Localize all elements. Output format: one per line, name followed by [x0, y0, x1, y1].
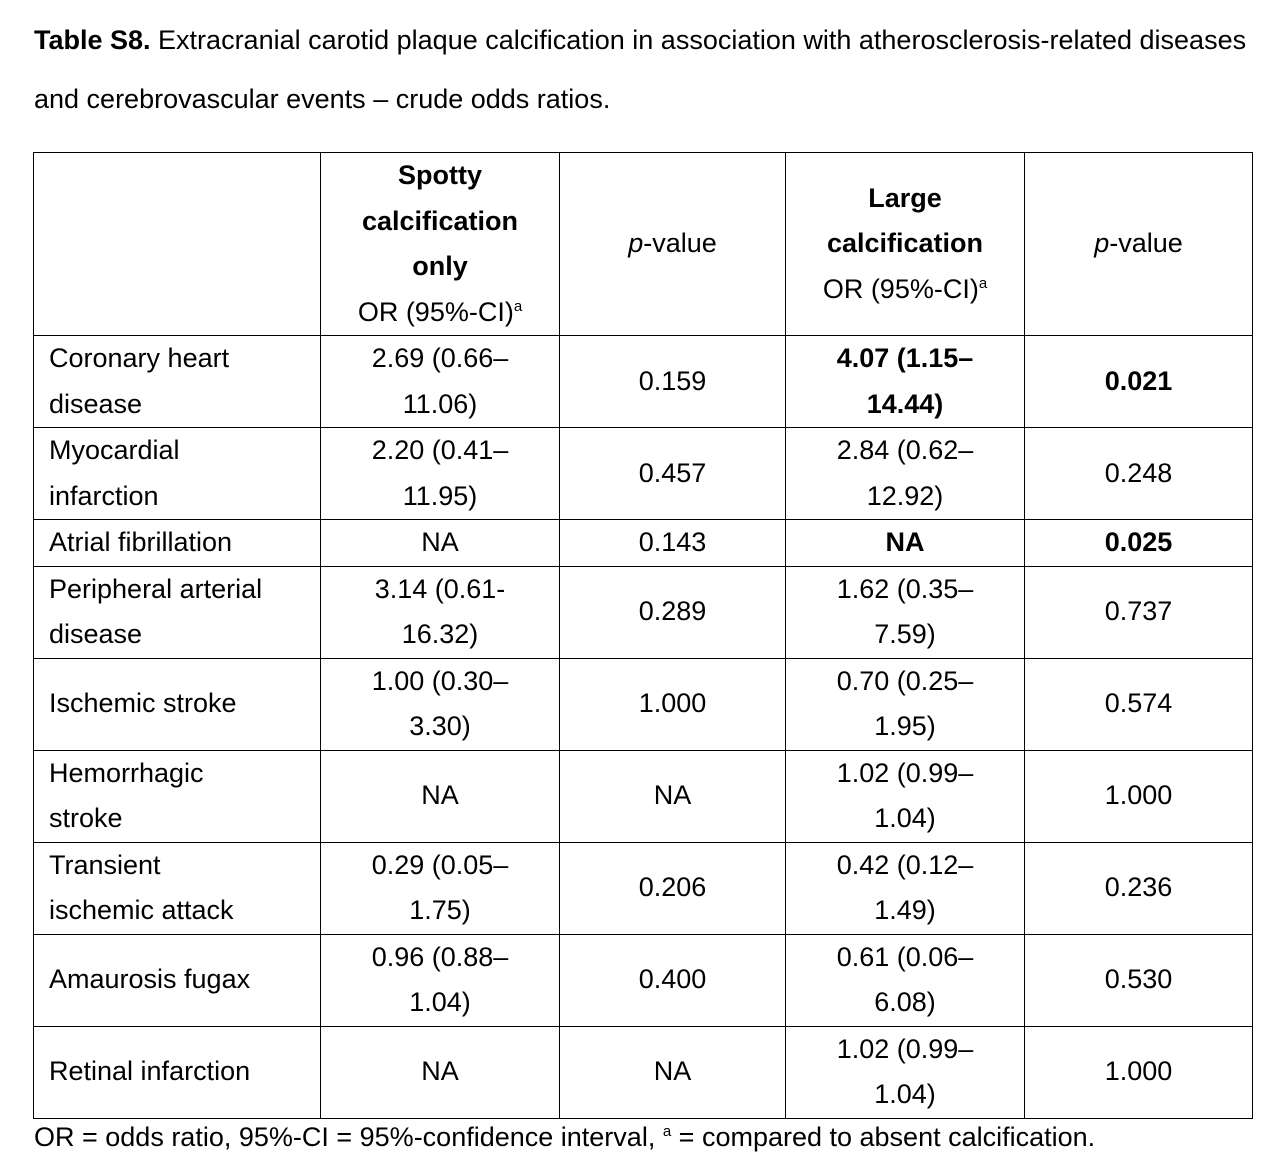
spotty-or-line1: 0.96 (0.88–: [371, 941, 509, 972]
row-label: Amaurosis fugax: [34, 934, 321, 1026]
large-or-line1: 2.84 (0.62–: [836, 435, 974, 465]
p-value-1-cell: 0.143: [560, 520, 786, 567]
row-label: [34, 750, 321, 842]
p-value-1-cell: 1.000: [560, 658, 786, 750]
spotty-or-line1: 3.14 (0.61-: [374, 573, 506, 604]
table-caption: [34, 11, 1259, 129]
spotty-or-line2: 1.04): [409, 987, 471, 1017]
p-value-1-cell: NA: [560, 750, 786, 842]
row-label: [34, 566, 321, 658]
spotty-or-line1: 2.69 (0.66–: [371, 343, 509, 373]
spotty-or-line1: 1.00 (0.30–: [371, 665, 509, 696]
spotty-or-cell: [321, 336, 560, 428]
p-value-1-cell: 0.206: [560, 842, 786, 934]
large-or-cell: [786, 842, 1025, 934]
table-label: Table S8.: [34, 25, 151, 55]
p-value-2-cell: 1.000: [1025, 750, 1253, 842]
table-row: [34, 566, 1253, 658]
large-or-line2: 14.44): [866, 388, 944, 419]
spotty-or-line1: 0.29 (0.05–: [371, 849, 509, 880]
header-spotty-title-line1: Spotty: [398, 160, 482, 190]
table-footnote: [34, 1117, 1264, 1157]
header-spotty-title-line2: calcification: [361, 205, 519, 236]
spotty-or-cell: NA: [321, 1026, 560, 1118]
header-p-value-2-rest: -value: [1109, 228, 1183, 259]
large-or-line1: 1.02 (0.99–: [836, 1033, 974, 1064]
large-or-line2: 7.59): [874, 619, 936, 649]
header-row: [34, 153, 1253, 336]
spotty-or-line2: 11.06): [402, 388, 478, 419]
spotty-or-cell: [321, 842, 560, 934]
row-label-line1: Myocardial: [49, 435, 180, 465]
row-label-line1: Hemorrhagic: [49, 757, 204, 788]
header-spotty-calcification: [321, 153, 560, 336]
p-value-1-cell: 0.457: [560, 428, 786, 520]
table-row: [34, 750, 1253, 842]
spotty-or-cell: [321, 566, 560, 658]
header-large-title-line1: Large: [868, 182, 942, 213]
header-p-value-1-italic: p: [628, 228, 644, 259]
spotty-or-cell: NA: [321, 520, 560, 567]
row-label: Atrial fibrillation: [34, 520, 321, 567]
p-value-1-cell: NA: [560, 1026, 786, 1118]
large-or-line2: 6.08): [874, 987, 936, 1017]
row-label: Ischemic stroke: [34, 658, 321, 750]
p-value-2-cell: 0.737: [1025, 566, 1253, 658]
spotty-or-line1: 2.20 (0.41–: [371, 435, 509, 465]
large-or-line2: 1.95): [874, 711, 936, 741]
row-label-line1: Transient: [49, 849, 161, 880]
header-large-subtitle: [786, 267, 1024, 313]
row-label-line2: ischemic attack: [49, 895, 234, 925]
header-spotty-or-ci: OR (95%-CI): [357, 296, 514, 327]
spotty-or-cell: NA: [321, 750, 560, 842]
header-p-value-2-italic: p: [1094, 228, 1110, 259]
spotty-or-cell: [321, 428, 560, 520]
table-row: [34, 1026, 1253, 1118]
p-value-2-cell: 0.248: [1025, 428, 1253, 520]
large-or-cell: [786, 1026, 1025, 1118]
row-label-line2: disease: [49, 388, 143, 419]
p-value-2-cell: 1.000: [1025, 1026, 1253, 1118]
row-label-line1: Peripheral arterial: [49, 573, 263, 604]
table-row: [34, 658, 1253, 750]
header-p-value-1: [560, 153, 786, 336]
large-or-cell: [786, 428, 1025, 520]
table-row: [34, 842, 1253, 934]
row-label: [34, 336, 321, 428]
row-label-line2: infarction: [49, 480, 159, 511]
footnote-comparison: = compared to absent calcification.: [671, 1122, 1096, 1152]
spotty-or-cell: [321, 658, 560, 750]
odds-ratio-table: [33, 152, 1253, 1119]
large-or-cell: [786, 658, 1025, 750]
large-or-cell: [786, 566, 1025, 658]
table-row: [34, 428, 1253, 520]
spotty-or-line2: 11.95): [402, 480, 478, 511]
header-large-or-ci: OR (95%-CI): [822, 273, 979, 304]
p-value-2-cell: 0.025: [1025, 520, 1253, 567]
p-value-2-cell: 0.574: [1025, 658, 1253, 750]
table-caption-text: Extracranial carotid plaque calcification in association with atherosclerosis-related diseases and cerebrovascular events – crude odds ratios.: [34, 25, 1247, 114]
large-or-line1: 0.61 (0.06–: [836, 941, 974, 972]
spotty-or-line2: 1.75): [409, 895, 471, 925]
row-label-line2: disease: [49, 619, 143, 649]
large-or-line2: 1.49): [874, 895, 936, 925]
row-label-line1: Coronary heart: [49, 343, 230, 373]
large-or-line2: 12.92): [866, 480, 944, 511]
header-spotty-footnote-mark: a: [513, 297, 523, 315]
table-row: [34, 520, 1253, 567]
large-or-line2: 1.04): [874, 1079, 936, 1109]
p-value-2-cell: 0.530: [1025, 934, 1253, 1026]
row-label-line2: stroke: [49, 803, 123, 833]
large-or-line1: 1.62 (0.35–: [836, 573, 974, 604]
spotty-or-cell: [321, 934, 560, 1026]
row-label: Retinal infarction: [34, 1026, 321, 1118]
spotty-or-line2: 3.30): [409, 711, 471, 741]
table-row: [34, 336, 1253, 428]
large-or-cell: [786, 934, 1025, 1026]
header-empty-cell: [34, 153, 321, 336]
footnote-mark: a: [662, 1123, 672, 1140]
large-or-line1: 0.42 (0.12–: [836, 849, 974, 880]
table-row: [34, 934, 1253, 1026]
large-or-line1: 0.70 (0.25–: [836, 665, 974, 696]
header-large-calcification: [786, 153, 1025, 336]
row-label: [34, 428, 321, 520]
row-label: [34, 842, 321, 934]
header-p-value-1-rest: -value: [643, 228, 717, 259]
header-large-footnote-mark: a: [978, 274, 988, 292]
footnote-abbreviations: OR = odds ratio, 95%-CI = 95%-confidence interval,: [34, 1122, 663, 1152]
p-value-1-cell: 0.159: [560, 336, 786, 428]
p-value-1-cell: 0.400: [560, 934, 786, 1026]
header-spotty-title-line3: only: [412, 251, 468, 281]
header-p-value-2: [1025, 153, 1253, 336]
large-or-line1: 1.02 (0.99–: [836, 757, 974, 788]
large-or-line1: 4.07 (1.15–: [836, 343, 974, 373]
large-or-cell: [786, 336, 1025, 428]
large-or-cell: [786, 750, 1025, 842]
large-or-line2: 1.04): [874, 803, 936, 833]
p-value-1-cell: 0.289: [560, 566, 786, 658]
large-or-cell: NA: [786, 520, 1025, 567]
spotty-or-line2: 16.32): [401, 619, 479, 649]
header-large-title-line2: calcification: [826, 228, 984, 259]
p-value-2-cell: 0.236: [1025, 842, 1253, 934]
header-spotty-subtitle: [321, 290, 559, 336]
p-value-2-cell: 0.021: [1025, 336, 1253, 428]
